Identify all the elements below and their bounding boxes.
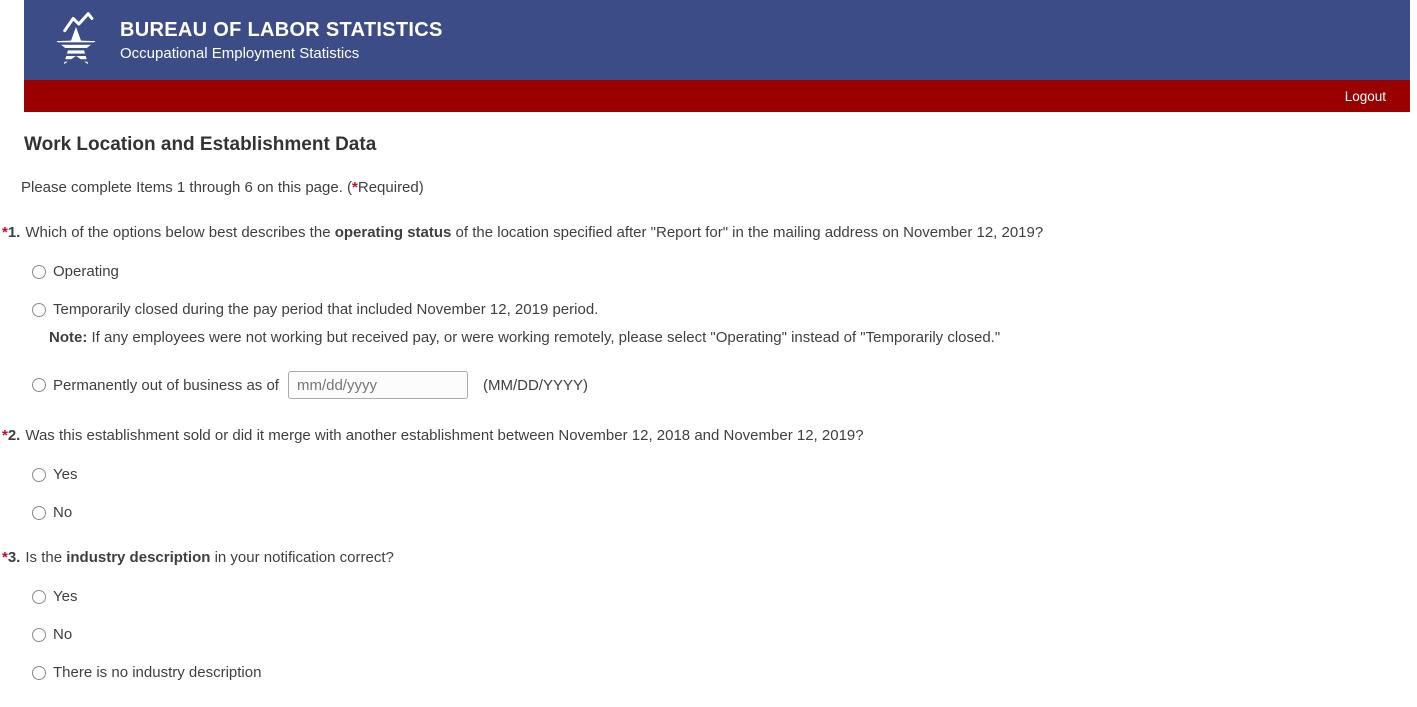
question-1-bold: operating status (334, 224, 452, 241)
intro-after: Required) (357, 179, 424, 196)
q3-options (32, 588, 1417, 681)
q2-yes-radio[interactable] (32, 468, 46, 482)
agency-title: BUREAU OF LABOR STATISTICS (120, 18, 443, 41)
question-2-number: 2. (7, 427, 21, 444)
bottom-spacer (0, 681, 1417, 707)
q1-option-temporarily-closed[interactable] (32, 301, 1417, 318)
bls-header-banner (24, 0, 1410, 80)
header-titles (120, 19, 443, 62)
question-3 (2, 548, 1417, 567)
required-star: * (2, 427, 8, 444)
question-3-text-before: Is the (25, 549, 67, 566)
logout-link[interactable]: Logout (1344, 88, 1386, 104)
q3-no-industry-description-label: There is no industry description (53, 664, 262, 681)
q2-options (32, 466, 1417, 521)
q3-no-radio[interactable] (32, 628, 46, 642)
q1-note-text: If any employees were not working but received pay, or were working remotely, please select "Operating" instead of "Temporarily closed." (87, 329, 1001, 346)
q1-operating-label: Operating (53, 263, 119, 280)
q2-yes-label: Yes (53, 466, 78, 483)
date-format-hint: (MM/DD/YYYY) (482, 376, 588, 394)
question-1-text-after: of the location specified after "Report for" in the mailing address on November 12, 2019? (451, 224, 1044, 241)
question-1-number: 1. (7, 224, 21, 241)
q3-no-industry-description-radio[interactable] (32, 666, 46, 680)
q2-option-no[interactable] (32, 504, 1417, 521)
q3-option-yes[interactable] (32, 588, 1417, 605)
question-3-text-after: in your notification correct? (210, 549, 394, 566)
q1-permanently-closed-radio[interactable] (32, 378, 46, 392)
question-1-text-before: Which of the options below best describes the (25, 224, 335, 241)
q1-operating-radio[interactable] (32, 265, 46, 279)
q2-option-yes[interactable] (32, 466, 1417, 483)
q1-permanently-closed-label: Permanently out of business as of (53, 376, 279, 394)
q1-option-permanently-closed (32, 371, 1417, 399)
question-2 (2, 426, 1417, 445)
question-3-number: 3. (7, 549, 21, 566)
q2-no-label: No (53, 504, 73, 521)
program-subtitle: Occupational Employment Statistics (120, 44, 360, 62)
q1-temporarily-closed-radio[interactable] (32, 303, 46, 317)
q3-yes-label: Yes (53, 588, 78, 605)
q1-note (49, 328, 1417, 347)
question-2-text: Was this establishment sold or did it merge with another establishment between November 12, 2018 and November 12, 2019? (25, 427, 864, 444)
required-star: * (2, 549, 8, 566)
intro-text (21, 179, 1417, 196)
q1-option-operating[interactable] (32, 263, 1417, 280)
required-star: * (352, 179, 358, 196)
q1-note-label: Note: (49, 329, 88, 346)
q3-option-no-industry-description[interactable] (32, 664, 1417, 681)
top-nav-bar (24, 80, 1410, 112)
intro-before: Please complete Items 1 through 6 on this page. ( (21, 179, 353, 196)
bls-star-logo-icon (46, 9, 106, 71)
main-content (0, 134, 1417, 707)
q1-temporarily-closed-label: Temporarily closed during the pay period that included November 12, 2019 period. (53, 301, 599, 318)
page-title: Work Location and Establishment Data (24, 134, 377, 155)
question-1 (2, 223, 1417, 242)
q1-options (32, 263, 1417, 399)
required-star: * (2, 224, 8, 241)
q3-option-no[interactable] (32, 626, 1417, 643)
question-3-bold: industry description (66, 549, 211, 566)
q3-no-label: No (53, 626, 73, 643)
out-of-business-date-input[interactable] (288, 371, 468, 399)
q3-yes-radio[interactable] (32, 590, 46, 604)
q2-no-radio[interactable] (32, 506, 46, 520)
